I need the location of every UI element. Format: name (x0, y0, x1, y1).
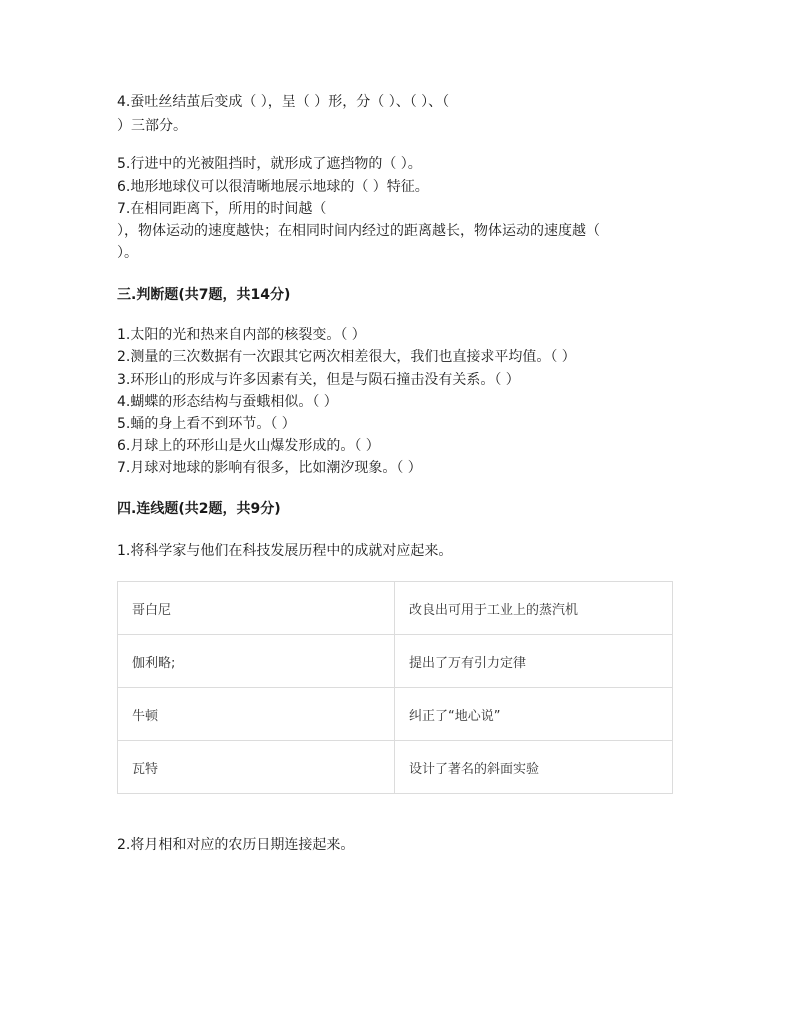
match-question-2: 2.将月相和对应的农历日期连接起来。 (117, 837, 355, 853)
scientist-cell: 伽利略; (118, 635, 395, 688)
achievement-cell: 设计了著名的斜面实验 (395, 741, 673, 794)
matching-table (117, 581, 673, 794)
judge-question-3: 3.环形山的形成与许多因素有关，但是与陨石撞击没有关系。（ ） (117, 372, 520, 388)
achievement-cell: 改良出可用于工业上的蒸汽机 (395, 582, 673, 635)
match-question-1: 1.将科学家与他们在科技发展历程中的成就对应起来。 (117, 543, 453, 559)
section-3-title: 三.判断题(共7题，共14分) (117, 287, 291, 303)
fill-question-7-line1: 7.在相同距离下，所用的时间越（ (117, 201, 327, 217)
scientist-cell: 牛顿 (118, 688, 395, 741)
achievement-cell: 纠正了“地心说” (395, 688, 673, 741)
judge-question-4: 4.蝴蝶的形态结构与蚕蛾相似。（ ） (117, 394, 338, 410)
judge-question-5: 5.蛹的身上看不到环节。（ ） (117, 416, 296, 432)
table-row (118, 582, 673, 635)
table-row (118, 741, 673, 794)
fill-question-6: 6.地形地球仪可以很清晰地展示地球的（ ）特征。 (117, 179, 429, 195)
judge-question-7: 7.月球对地球的影响有很多，比如潮汐现象。（ ） (117, 460, 422, 476)
fill-question-4-line2: ）三部分。 (117, 118, 187, 134)
fill-question-7-line2: ），物体运动的速度越快；在相同时间内经过的距离越长，物体运动的速度越（ (117, 223, 600, 239)
judge-question-2: 2.测量的三次数据有一次跟其它两次相差很大，我们也直接求平均值。（ ） (117, 349, 576, 365)
fill-question-4-line1: 4.蚕吐丝结茧后变成（ ），呈（ ）形，分（ ）、（ ）、（ (117, 94, 450, 110)
table-row (118, 635, 673, 688)
scientist-cell: 瓦特 (118, 741, 395, 794)
fill-question-5: 5.行进中的光被阻挡时，就形成了遮挡物的（ ）。 (117, 156, 422, 172)
achievement-cell: 提出了万有引力定律 (395, 635, 673, 688)
scientist-cell: 哥白尼 (118, 582, 395, 635)
section-4-title: 四.连线题(共2题，共9分) (117, 501, 281, 517)
judge-question-6: 6.月球上的环形山是火山爆发形成的。（ ） (117, 438, 380, 454)
table-row (118, 688, 673, 741)
judge-question-1: 1.太阳的光和热来自内部的核裂变。（ ） (117, 327, 366, 343)
fill-question-7-line3: ）。 (117, 245, 138, 261)
